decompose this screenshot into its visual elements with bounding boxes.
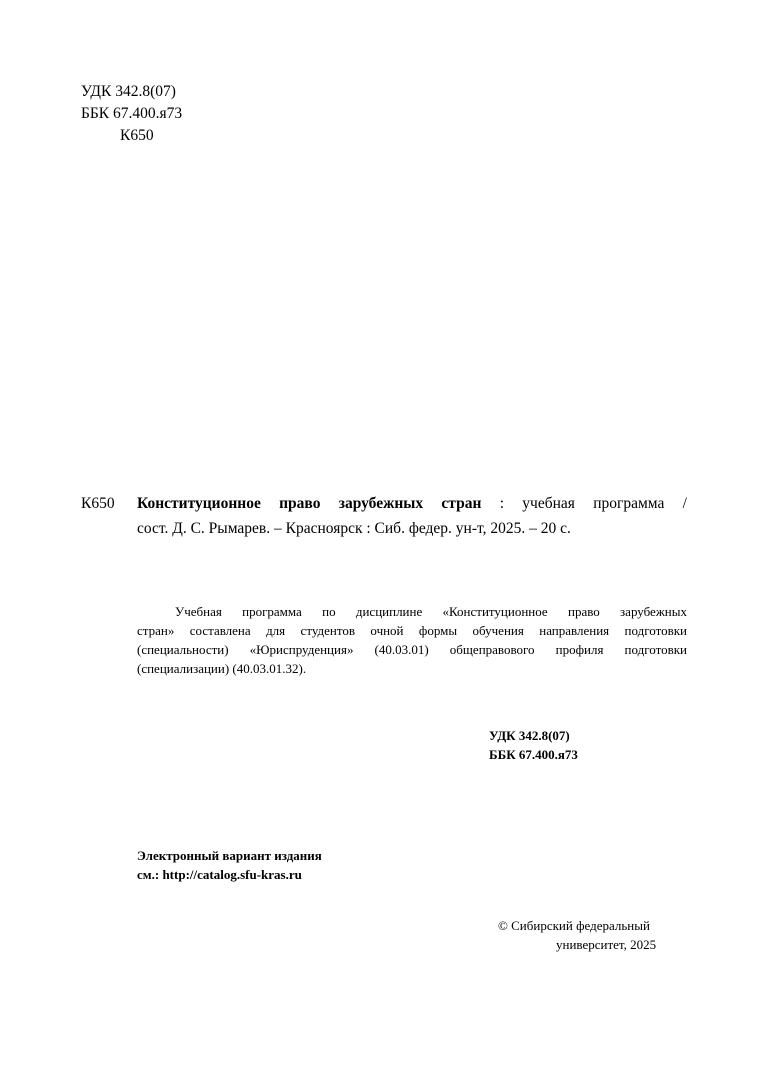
udk-code-top: УДК 342.8(07) (81, 83, 176, 100)
copyright-line-1: © Сибирский федеральный (498, 918, 650, 933)
bibliographic-entry-line-2: сост. Д. С. Рымарев. – Красноярск : Сиб. федер. ун-т, 2025. – 20 с. (137, 520, 571, 537)
catalog-link[interactable]: см.: http://catalog.sfu-kras.ru (137, 867, 302, 882)
udk-code-bottom: УДК 342.8(07) (489, 728, 570, 743)
bibliographic-entry-rest: : учебная программа / (481, 495, 687, 512)
bibliographic-entry-line-1 (137, 494, 687, 514)
annotation-line (137, 603, 687, 621)
author-sign-top: К650 (120, 127, 154, 144)
bbk-code-bottom: ББК 67.400.я73 (489, 747, 578, 762)
annotation-line: стран» составлена для студентов очной формы обучения направления подготовки (137, 623, 687, 638)
annotation-text: Учебная программа по дисциплине «Конституционное право зарубежных (175, 604, 687, 619)
author-sign-entry: К650 (81, 495, 115, 512)
bbk-code-top: ББК 67.400.я73 (81, 105, 183, 122)
copyright-line-2: университет, 2025 (556, 937, 657, 952)
book-title: Конституционное право зарубежных стран (137, 495, 482, 512)
annotation-line: (специальности) «Юриспруденция» (40.03.01) общеправового профиля подготовки (137, 642, 687, 657)
electronic-version-note: Электронный вариант издания (137, 848, 322, 863)
annotation-line: (специализации) (40.03.01.32). (137, 661, 307, 676)
